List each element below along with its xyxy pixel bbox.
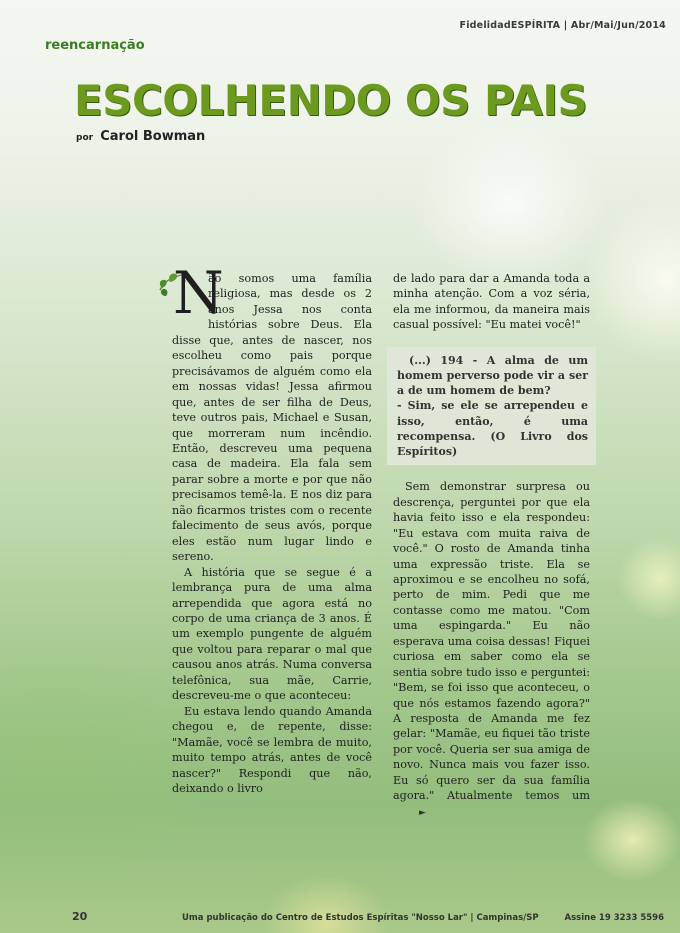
magazine-name: FidelidadESPÍRITA [459, 20, 561, 31]
paragraph-text: Sem demonstrar surpresa ou descrença, perguntei por que ela havia feito isso e ela respondeu: "Eu estava com muita raiva de você." O rosto de Amanda tinha uma expressão triste. Ela se aproximou e se encolheu no sofá, perto de mim. Pedi que me contasse como me matou. "Com uma espingarda." Eu não esperava uma coisa dessas! Fiquei curiosa em saber como ela se sentia sobre tudo isso e perguntei: "Bem, se foi isso que aconteceu, o que nós estamos fazendo agora?" A resposta de Amanda me fez gelar: "Mamãe, eu fiquei tão triste por você. Queria ser sua amiga de novo. Nunca mais vou fazer isso. Eu só quero ser da sua família agora." Atualmente temos um [393, 480, 590, 803]
author-name: Carol Bowman [100, 129, 206, 144]
article-title: ESCOLHENDO OS PAIS [74, 76, 588, 125]
paragraph [393, 479, 590, 821]
publication-credit: Uma publicação do Centro de Estudos Espíritas "Nosso Lar" | Campinas/SP [182, 913, 539, 923]
quote-question: (...) 194 - A alma de um homem perverso pode vir a ser a de um homem de bem? [397, 353, 588, 398]
quote-answer: - Sim, se ele se arrependeu e isso, então, é uma recompensa. (O Livro dos Espíritos) [397, 399, 588, 459]
paragraph: de lado para dar a Amanda toda a minha atenção. Com a voz séria, ela me informou, da maneira mais casual possível: "Eu matei você!" [393, 272, 590, 332]
dropcap-block [156, 259, 224, 327]
paragraph: A história que se segue é a lembrança pura de uma alma arrependida que agora está no corpo de uma criança de 3 anos. É um exemplo pungente de alguém que voltou para reparar o mal que causou anos atrás. Numa conversa telefônica, sua mãe, Carrie, descreveu-me o que aconteceu: [172, 565, 372, 703]
issue-date: Abr/Mai/Jun/2014 [570, 20, 666, 31]
byline [76, 129, 205, 144]
paragraph: Eu estava lendo quando Amanda chegou e, de repente, disse: "Mamãe, você se lembra de muito, muito tempo atrás, antes de você nascer?" Respondi que não, deixando o livro [172, 704, 372, 795]
continue-arrow-icon: ► [419, 807, 426, 818]
article-column-2 [393, 271, 590, 821]
dropcap-letter: N [173, 259, 224, 327]
article-column-1 [172, 259, 372, 796]
header-separator: | [563, 20, 571, 31]
paragraph: ão somos uma família religiosa, mas desde os 2 anos Jessa nos conta histórias sobre Deus. Ela disse que, antes de nascer, nos escolheu como pais porque precisávamos de alguém como ela em nossas vidas! Jessa afirmou que, antes de ser filha de Deus, teve outros pais, Michael e Susan, que morreram num incêndio. Então, descreveu uma pequena casa de madeira. Ela fala sem parar sobre a morte e por que não precisamos temê-la. E nos diz para não ficarmos tristes com o recente falecimento de seus avós, porque eles estão num lugar lindo e sereno. [172, 272, 372, 564]
quote-box [387, 347, 596, 465]
page-number: 20 [72, 910, 88, 923]
subscribe-phone: Assine 19 3233 5596 [564, 913, 664, 923]
byline-prefix: por [76, 133, 94, 143]
section-label: reencarnação [45, 38, 145, 53]
running-header [460, 20, 666, 31]
